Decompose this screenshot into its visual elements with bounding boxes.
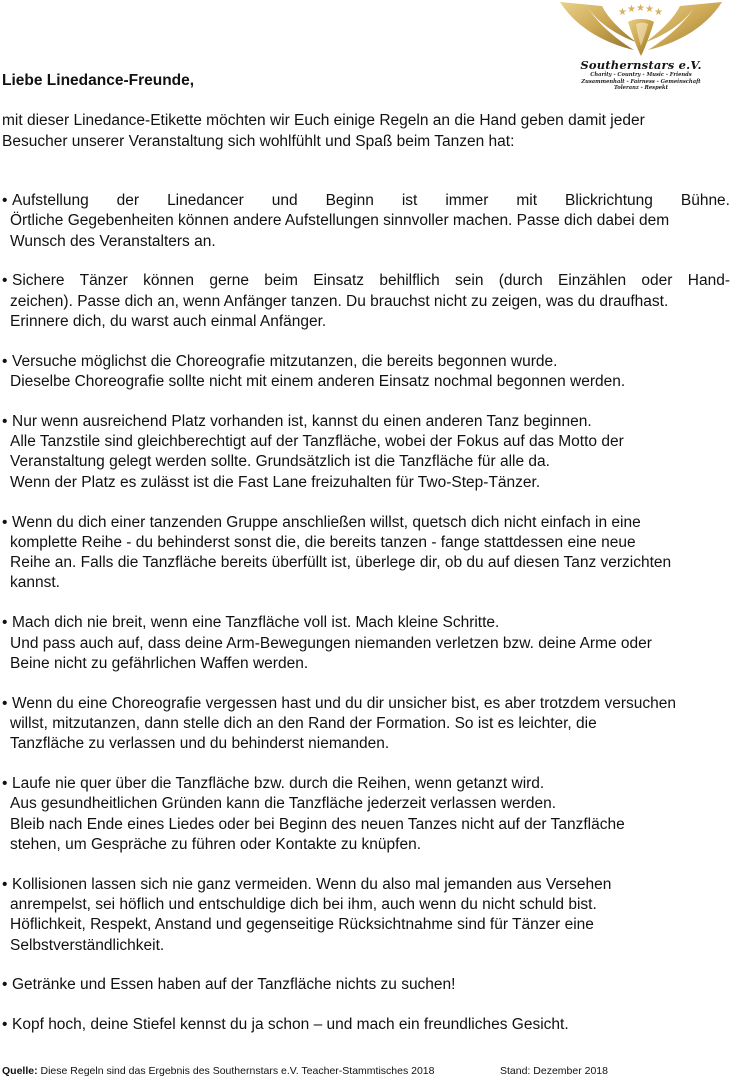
southernstars-logo [558, 0, 724, 96]
svg-text:★: ★ [636, 3, 645, 14]
rule-line: Erinnere dich, du warst auch einmal Anfänger. [10, 312, 327, 330]
svg-text:★: ★ [654, 7, 663, 18]
bullet-icon: • [2, 352, 8, 370]
rule-line: Kopf hoch, deine Stiefel kennst du ja schon – und mach ein freundliches Gesicht. [12, 1016, 569, 1034]
rule-line: anrempelst, sei höflich und entschuldige dich bei ihm, auch wenn du nicht schuld bist. [10, 896, 597, 914]
rule-line: kannst. [10, 574, 60, 592]
intro-line: Besucher unserer Veranstaltung sich wohlfühlt und Spaß beim Tanzen hat: [2, 132, 515, 150]
rule-line: Aufstellung der Linedancer und Beginn ist immer mit Blickrichtung Bühne. [12, 192, 730, 209]
rule-line: Aus gesundheitlichen Gründen kann die Tanzfläche jederzeit verlassen werden. [10, 795, 557, 813]
rule-item [2, 271, 730, 332]
eagle-emblem-icon [558, 0, 724, 60]
rule-line: Getränke und Essen haben auf der Tanzfläche nichts zu suchen! [12, 976, 456, 994]
bullet-icon: • [2, 694, 8, 712]
rule-item [2, 513, 730, 594]
bullet-icon: • [2, 513, 8, 531]
rule-line: Wenn du eine Choreografie vergessen hast und du dir unsicher bist, es aber trotzdem versuchen [12, 694, 677, 712]
svg-text:★: ★ [645, 4, 654, 15]
rule-item [2, 191, 730, 252]
bullet-icon: • [2, 272, 8, 290]
rule-line: Dieselbe Choreografie sollte nicht mit einem anderen Einsatz nochmal begonnen werden. [10, 373, 626, 391]
rule-item [2, 613, 730, 674]
logo-tagline: Zusammenhalt - Fairness - Gemeinschaft [581, 79, 701, 85]
bullet-icon: • [2, 614, 8, 632]
greeting-heading: Liebe Linedance-Freunde, [2, 72, 195, 89]
rule-line: Versuche möglichst die Choreografie mitzutanzen, die bereits begonnen wurde. [12, 352, 558, 370]
rule-line: Wenn der Platz es zulässt ist die Fast Lane freizuhalten für Two-Step-Tänzer. [10, 473, 541, 491]
rule-line: Veranstaltung gelegt werden sollte. Grundsätzlich ist die Tanzfläche für alle da. [10, 453, 550, 471]
rule-line: Alle Tanzstile sind gleichberechtigt auf der Tanzfläche, wobei der Fokus auf das Motto der [10, 433, 624, 451]
footer-date: Stand: Dezember 2018 [500, 1065, 608, 1077]
rules-list [2, 191, 730, 1055]
intro-line: mit dieser Linedance-Etikette möchten wir Euch einige Regeln an die Hand geben damit jeder [2, 112, 645, 129]
rule-line: Reihe an. Falls die Tanzfläche bereits überfüllt ist, überlege dir, ob du auf diesen Tanz verzichten [10, 554, 672, 572]
rule-line: Höflichkeit, Respekt, Anstand und gegenseitige Rücksichtnahme sind für Tänzer eine [10, 916, 594, 934]
rule-item [2, 875, 730, 956]
footer-source-text: Diese Regeln sind das Ergebnis des Southernstars e.V. Teacher-Stammtisches 2018 [40, 1065, 435, 1077]
rule-item [2, 1015, 730, 1035]
rule-item [2, 774, 730, 855]
rule-item [2, 694, 730, 755]
bullet-icon: • [2, 976, 8, 994]
rule-line: Nur wenn ausreichend Platz vorhanden ist, kannst du einen anderen Tanz beginnen. [12, 412, 592, 430]
logo-name: Southernstars e.V. [580, 58, 702, 72]
rule-line: Laufe nie quer über die Tanzfläche bzw. durch die Reihen, wenn getanzt wird. [12, 775, 545, 793]
rule-item [2, 352, 730, 393]
rule-line: Wenn du dich einer tanzenden Gruppe anschließen willst, quetsch dich nicht einfach in eine [12, 513, 641, 531]
svg-text:★: ★ [627, 4, 636, 15]
intro-paragraph [2, 111, 722, 152]
rule-line: Wunsch des Veranstalters an. [10, 232, 216, 250]
logo-tagline: Charity - Country - Music - Friends [590, 72, 692, 78]
stars-icon [618, 3, 663, 18]
rule-item [2, 975, 730, 995]
footer [2, 1064, 722, 1078]
bullet-icon: • [2, 192, 8, 209]
rule-item [2, 412, 730, 493]
rule-line: zeichen). Passe dich an, wenn Anfänger tanzen. Du brauchst nicht zu zeigen, was du draufhast. [10, 292, 669, 310]
rule-line: Sichere Tänzer können gerne beim Einsatz behilflich sein (durch Einzählen oder Hand- [12, 272, 730, 290]
bullet-icon: • [2, 412, 8, 430]
rule-line: Beine nicht zu gefährlichen Waffen werden. [10, 654, 309, 672]
svg-text:★: ★ [618, 7, 627, 18]
rule-line: Mach dich nie breit, wenn eine Tanzfläche voll ist. Mach kleine Schritte. [12, 614, 500, 632]
rule-line: Und pass auch auf, dass deine Arm-Bewegungen niemanden verletzen bzw. deine Arme oder [10, 634, 652, 652]
rule-line: Bleib nach Ende eines Liedes oder bei Beginn des neuen Tanzes nicht auf der Tanzfläche [10, 815, 625, 833]
bullet-icon: • [2, 775, 8, 793]
footer-source-label: Quelle: [2, 1065, 38, 1077]
rule-line: stehen, um Gespräche zu führen oder Kontakte zu knüpfen. [10, 835, 422, 853]
logo-tagline: Toleranz - Respekt [613, 85, 669, 91]
rule-line: Kollisionen lassen sich nie ganz vermeiden. Wenn du also mal jemanden aus Versehen [12, 875, 612, 893]
bullet-icon: • [2, 875, 8, 893]
rule-line: willst, mitzutanzen, dann stelle dich an den Rand der Formation. So ist es leichter, die [10, 714, 597, 732]
rule-line: Tanzfläche zu verlassen und du behinderst niemanden. [10, 735, 390, 753]
rule-line: komplette Reihe - du behinderst sonst die, die bereits tanzen - fange stattdessen eine neue [10, 533, 636, 551]
rule-line: Selbstverständlichkeit. [10, 936, 165, 954]
rule-line: Örtliche Gegebenheiten können andere Aufstellungen sinnvoller machen. Passe dich dabei dem [10, 212, 670, 230]
bullet-icon: • [2, 1016, 8, 1034]
